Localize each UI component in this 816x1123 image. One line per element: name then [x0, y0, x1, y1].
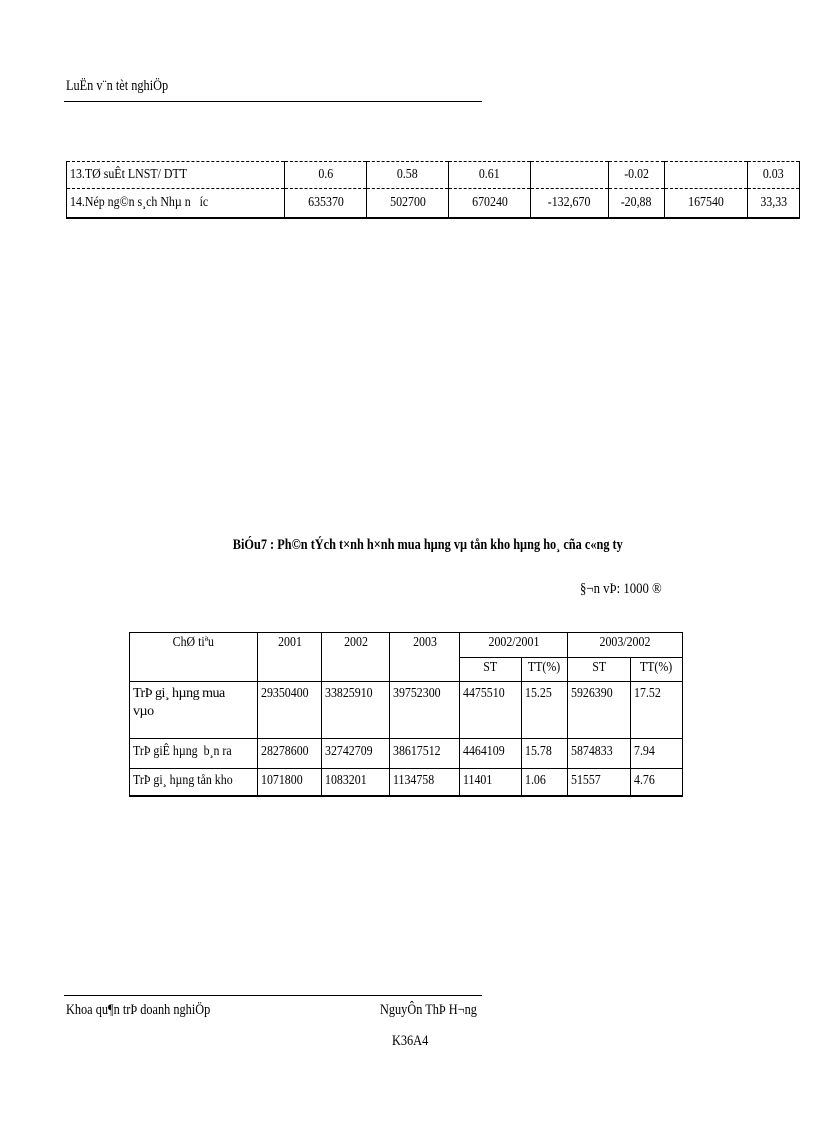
table-cell: 51557: [571, 773, 601, 788]
table-row: [67, 189, 800, 219]
column-header-2002-2001: 2002/2001: [488, 635, 539, 650]
header-rule: [64, 101, 482, 102]
table-cell: 29350400: [261, 686, 309, 701]
column-header-2003: 2003: [412, 635, 437, 650]
row-label: 14.Nép ng©n s¸ch Nhµ n íc: [70, 195, 209, 210]
table-cell: 33825910: [325, 686, 373, 701]
table-cell: 0.03: [763, 167, 784, 182]
table-title: BiÓu7 : Ph©n tÝch t×nh h×nh mua hµng vµ tån kho hµng ho¸ cña c«ng ty: [232, 537, 623, 553]
column-header-st: ST: [592, 659, 606, 675]
table-row: [130, 769, 683, 797]
table-cell: 15.78: [525, 744, 552, 759]
table-cell: 502700: [389, 195, 426, 210]
column-header-2001: 2001: [277, 635, 302, 650]
column-header-tt: TT(%): [640, 659, 673, 675]
row-label: TrÞ gi¸ hµng tån kho: [133, 773, 233, 788]
table-cell: 5874833: [571, 744, 613, 759]
page-header-title: LuËn v¨n tèt nghiÖp: [66, 78, 169, 94]
table-cell: -132,670: [548, 195, 591, 210]
column-header-2002: 2002: [343, 635, 368, 650]
table-row: [130, 739, 683, 769]
purchase-inventory-table: [129, 632, 683, 797]
table-cell: -0.02: [624, 167, 649, 182]
column-header-indicator: ChØ tiªu: [172, 635, 215, 650]
footer-rule: [64, 995, 482, 996]
table-cell: 39752300: [393, 686, 441, 701]
table-cell: -20,88: [621, 195, 652, 210]
table-cell: 1.06: [525, 773, 546, 788]
table-cell: 0.6: [318, 167, 333, 182]
column-header-2003-2002: 2003/2002: [599, 635, 651, 650]
unit-label: §¬n vÞ: 1000 ®: [580, 581, 662, 597]
table-cell: 17.52: [634, 686, 661, 701]
table-cell: 1134758: [393, 773, 435, 788]
table-cell: 15.25: [525, 686, 552, 701]
footer-author-class: K36A4: [392, 1033, 429, 1049]
table-cell: 4475510: [463, 686, 505, 701]
table-cell: 7.94: [634, 744, 655, 759]
table-cell: 38617512: [393, 744, 441, 759]
table-cell: 1083201: [325, 773, 367, 788]
table-cell: 5926390: [571, 686, 613, 701]
table-header-row: [130, 633, 683, 658]
column-header-tt: TT(%): [528, 659, 561, 675]
table-cell: 11401: [463, 773, 493, 788]
row-label: 13.TØ suÊt LNST/ DTT: [70, 167, 188, 182]
table-cell: 28278600: [261, 744, 309, 759]
table-cell: 33,33: [760, 195, 787, 210]
footer-author-name: NguyÔn ThÞ H¬ng: [380, 1002, 477, 1018]
table-cell: 635370: [307, 195, 344, 210]
table-row: [130, 682, 683, 739]
table-cell: 670240: [471, 195, 508, 210]
column-header-st: ST: [483, 659, 498, 675]
table-cell: 32742709: [325, 744, 373, 759]
footer-faculty: Khoa qu¶n trÞ doanh nghiÖp: [66, 1002, 211, 1018]
table-row: [67, 162, 800, 189]
table-cell: 1071800: [261, 773, 303, 788]
row-label: TrÞ giÊ hµng b¸n ra: [133, 744, 232, 759]
row-label: TrÞ gi¸ hµng mua vµo: [133, 686, 225, 719]
table-cell: 4.76: [634, 773, 655, 788]
table-cell: 0.61: [479, 167, 500, 182]
table-cell: 0.58: [397, 167, 418, 182]
table-cell: 4464109: [463, 744, 505, 759]
top-indicator-table: [66, 161, 800, 219]
table-cell: 167540: [688, 195, 724, 210]
